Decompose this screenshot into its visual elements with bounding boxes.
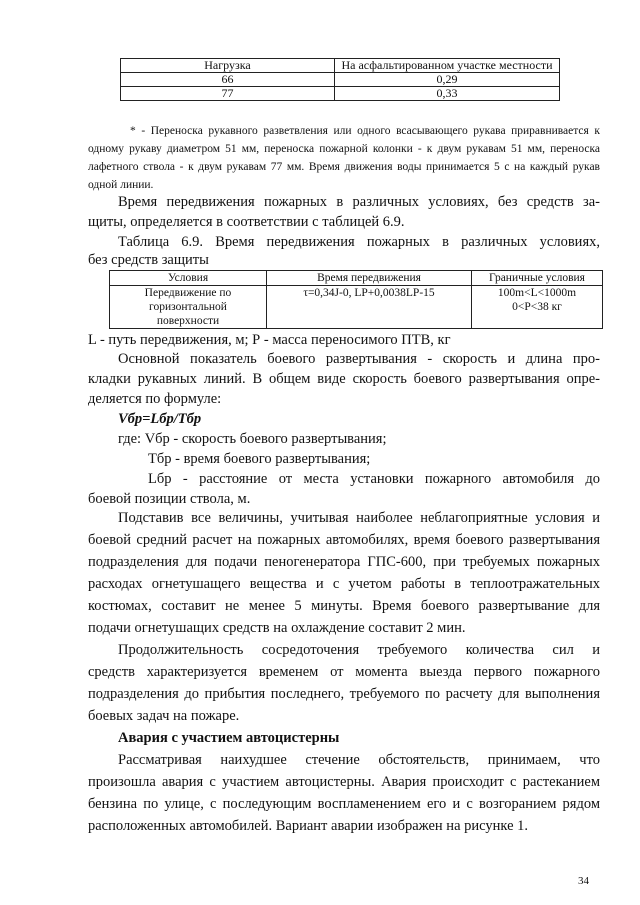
paragraph-line: подразделения до прибытия последнего, требуемого по расчету для выполнения <box>88 686 600 702</box>
paragraph-line: кладки рукавных линий. В общем виде скорость боевого развертывания опре- <box>88 371 600 387</box>
table-cell <box>110 286 267 329</box>
cell-line: горизонтальной <box>149 301 227 313</box>
table-cell: 0,29 <box>335 73 560 87</box>
where-line: где: Vбр - скорость боевого развертывания; <box>118 431 387 447</box>
footnote-star: * <box>130 125 136 137</box>
paragraph-line: деляется по формуле: <box>88 391 222 407</box>
paragraph-line: боевых задач на пожаре. <box>88 708 240 724</box>
cell-line: 100m<L<1000m <box>497 287 577 299</box>
table-header-cell: Нагрузка <box>121 59 335 73</box>
cell-line: Передвижение по <box>144 287 232 299</box>
footnote-text: - Переноска рукавного разветвления или одного всасывающего рукава приравнивается к одному рукаву диаметром 51 мм, переноска пожарной колонки - к двум рукавам 51 мм, переноска лафетного ствола - к двум рукавам 77 мм. Время движения воды принимается 5 с на каждый рукав одной линии. <box>88 125 600 191</box>
table-caption: Таблица 6.9. Время передвижения пожарных в различных условиях, <box>118 234 600 250</box>
paragraph-line: бензина по улице, с последующим воспламенением его и с возгоранием рядом <box>88 796 600 812</box>
table-row <box>110 286 603 329</box>
paragraph-line: щиты, определяется в соответствии с таблицей 6.9. <box>88 214 405 230</box>
table-header-row <box>110 271 603 286</box>
table-header-cell: Граничные условия <box>472 271 603 286</box>
paragraph-line: подразделения для подачи пеногенератора ГПС-600, при требуемых пожарных <box>88 554 600 570</box>
section-heading: Авария с участием автоцистерны <box>118 730 340 746</box>
paragraph-line: произошла авария с участием автоцистерны. Авария происходит с растеканием <box>88 774 600 790</box>
formula: Vбр=Lбр/Тбр <box>118 411 202 427</box>
paragraph-line: средств характеризуется временем от момента выезда первого пожарного <box>88 664 600 680</box>
table-cell: τ=0,34J-0, LP+0,0038LP-15 <box>267 286 472 329</box>
load-table <box>120 58 560 101</box>
table-cell: 0,33 <box>335 87 560 101</box>
table-cell <box>472 286 603 329</box>
cell-line: поверхности <box>156 315 220 327</box>
table-header-cell: Время передвижения <box>267 271 472 286</box>
paragraph-line: подачи огнетушащих средств на охлаждение составит 2 мин. <box>88 620 466 636</box>
table-header-cell: Условия <box>110 271 267 286</box>
paragraph-line: расположенных автомобилей. Вариант аварии изображен на рисунке 1. <box>88 818 529 834</box>
paragraph-line: Рассматривая наихудшее стечение обстоятельств, принимаем, что <box>118 752 600 768</box>
where-line: Lбр - расстояние от места установки пожарного автомобиля до <box>148 471 600 487</box>
paragraph-line: Время передвижения пожарных в различных условиях, без средств за- <box>118 194 600 210</box>
paragraph-line: Подставив все величины, учитывая наиболее неблагоприятные условия и <box>118 510 600 526</box>
table-cell: 66 <box>121 73 335 87</box>
where-line: боевой позиции ствола, м. <box>88 491 251 507</box>
table-cell: 77 <box>121 87 335 101</box>
table-header-row <box>121 59 560 73</box>
page-number: 34 <box>578 875 589 887</box>
paragraph-line: Основной показатель боевого развертывания - скорость и длина про- <box>118 351 600 367</box>
paragraph-line: боевой средний расчет на пожарных автомобилях, время боевого развертывания <box>88 532 600 548</box>
table-row <box>121 87 560 101</box>
footnote <box>88 122 600 194</box>
paragraph-line: Продолжительность сосредоточения требуемого количества сил и <box>118 642 600 658</box>
table-header-cell: На асфальтированном участке местности <box>335 59 560 73</box>
movement-time-table <box>109 270 603 329</box>
table-row <box>121 73 560 87</box>
paragraph-line: костюмах, составит не менее 5 минуты. Время боевого развертывание для <box>88 598 600 614</box>
where-line: Тбр - время боевого развертывания; <box>148 451 371 467</box>
legend-line: L - путь передвижения, м; Р - масса переносимого ПТВ, кг <box>88 332 451 348</box>
paragraph-line: расходах огнетушащего вещества и с учетом работы в теплоотражательных <box>88 576 600 592</box>
cell-line: 0<P<38 кг <box>512 301 562 313</box>
table-caption: без средств защиты <box>88 252 209 268</box>
